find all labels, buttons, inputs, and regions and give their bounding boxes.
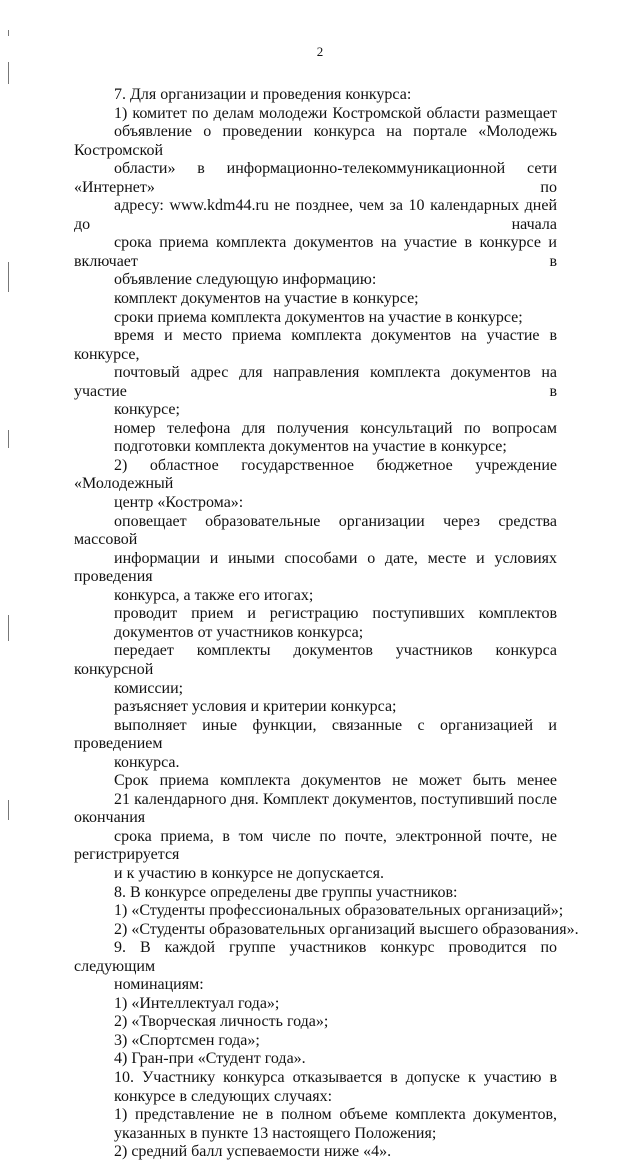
text-line: 1) «Интеллектуал года»; xyxy=(114,994,280,1012)
text-line: объявление следующую информацию: xyxy=(114,271,377,289)
paragraph xyxy=(74,1050,557,1069)
paragraph xyxy=(74,457,557,513)
scan-edge-mark-top xyxy=(8,30,9,36)
text-line: конкурсе в следующих случаях: xyxy=(114,1087,333,1105)
scan-edge-mark-2 xyxy=(8,262,9,292)
text-line: 2) средний балл успеваемости ниже «4». xyxy=(114,1143,392,1161)
text-line: объявление о проведении конкурса на портале «Молодежь Костромской xyxy=(74,123,557,159)
text-line: 3) «Спортсмен года»; xyxy=(114,1031,260,1049)
paragraph xyxy=(74,995,557,1014)
scan-edge-mark-4 xyxy=(8,615,9,641)
text-line: номер телефона для получения консультаций по вопросам xyxy=(114,419,557,437)
text-line: 2) «Студенты образовательных организаций высшего образования». xyxy=(114,920,579,938)
text-line: номинациям: xyxy=(114,976,204,994)
paragraph xyxy=(74,1143,557,1162)
text-line: указанных в пункте 13 настоящего Положения; xyxy=(114,1124,437,1142)
paragraph xyxy=(74,420,557,457)
text-line: срока приема, в том числе по почте, электронной почте, не регистрируется xyxy=(74,827,557,864)
paragraph xyxy=(74,717,557,773)
paragraph xyxy=(74,698,557,717)
text-line: 7. Для организации и проведения конкурса: xyxy=(114,86,412,103)
paragraph xyxy=(74,642,557,698)
text-line: сроки приема комплекта документов на участие в конкурсе; xyxy=(114,308,523,326)
paragraph xyxy=(74,939,557,995)
paragraph xyxy=(74,290,557,309)
text-line: конкурса, а также его итогах; xyxy=(114,586,314,604)
text-line: 10. Участнику конкурса отказывается в допуске к участию в xyxy=(114,1068,557,1086)
text-line: проводит прием и регистрацию поступивших комплектов xyxy=(114,605,557,623)
scan-edge-mark-1 xyxy=(8,62,9,84)
text-line: 1) «Студенты профессиональных образовательных организаций»; xyxy=(114,902,564,920)
paragraph xyxy=(74,920,579,940)
text-line: 8. В конкурсе определены две группы участников: xyxy=(114,883,458,901)
paragraph xyxy=(74,86,557,105)
text-line: и к участию в конкурсе не допускается. xyxy=(114,864,384,882)
text-line: комиссии; xyxy=(114,679,184,697)
scan-edge-mark-3 xyxy=(8,430,9,448)
text-line: 9. В каждой группе участников конкурс проводится по следующим xyxy=(74,939,557,975)
paragraph xyxy=(74,309,557,328)
text-line: разъясняет условия и критерии конкурса; xyxy=(114,698,397,716)
text-line: время и место приема комплекта документов на участие в конкурсе, xyxy=(74,327,557,363)
text-line: информации и иными способами о дате, месте и условиях проведения xyxy=(74,549,557,586)
paragraph xyxy=(74,772,557,883)
text-line: 2) «Творческая личность года»; xyxy=(114,1013,329,1031)
text-line: почтовый адрес для направления комплекта документов на участие в xyxy=(74,364,557,400)
text-line: выполняет иные функции, связанные с организацией и проведением xyxy=(74,716,557,753)
scan-edge-mark-5 xyxy=(8,800,9,820)
text-line: конкурса. xyxy=(114,753,180,771)
paragraph xyxy=(74,327,557,420)
text-line: комплект документов на участие в конкурсе; xyxy=(114,290,419,308)
paragraph xyxy=(74,105,557,290)
paragraph xyxy=(74,884,557,903)
text-line: адресу: www.kdm44.ru не позднее, чем за 10 календарных дней до начала xyxy=(74,197,557,233)
text-line: 1) представление не в полном объеме комплекта документов, xyxy=(114,1106,557,1124)
paragraph xyxy=(74,605,557,642)
paragraph xyxy=(74,513,557,606)
text-line: 21 календарного дня. Комплект документов, поступивший после окончания xyxy=(74,790,557,827)
text-line: документов от участников конкурса; xyxy=(114,623,364,641)
page-number: 2 xyxy=(316,44,324,59)
text-line: 2) областное государственное бюджетное учреждение «Молодежный xyxy=(74,456,557,493)
paragraph xyxy=(74,1106,557,1143)
text-line: 1) комитет по делам молодежи Костромской области размещает xyxy=(114,104,557,122)
document-body xyxy=(74,86,579,1162)
text-line: конкурсе; xyxy=(114,401,180,419)
text-line: передает комплекты документов участников конкурса конкурсной xyxy=(74,642,557,678)
text-line: срока приема комплекта документов на участие в конкурсе и включает в xyxy=(74,234,557,270)
text-line: оповещает образовательные организации через средства массовой xyxy=(74,512,557,549)
text-line: области» в информационно-телекоммуникационной сети «Интернет» по xyxy=(74,160,557,196)
paragraph xyxy=(74,1013,557,1032)
text-line: 4) Гран-при «Студент года». xyxy=(114,1050,306,1068)
text-line: центр «Кострома»: xyxy=(114,494,244,512)
text-line: подготовки комплекта документов на участие в конкурсе; xyxy=(114,438,507,456)
text-line: Срок приема комплекта документов не может быть менее xyxy=(114,772,557,790)
paragraph xyxy=(74,1032,557,1051)
paragraph xyxy=(74,1069,557,1106)
